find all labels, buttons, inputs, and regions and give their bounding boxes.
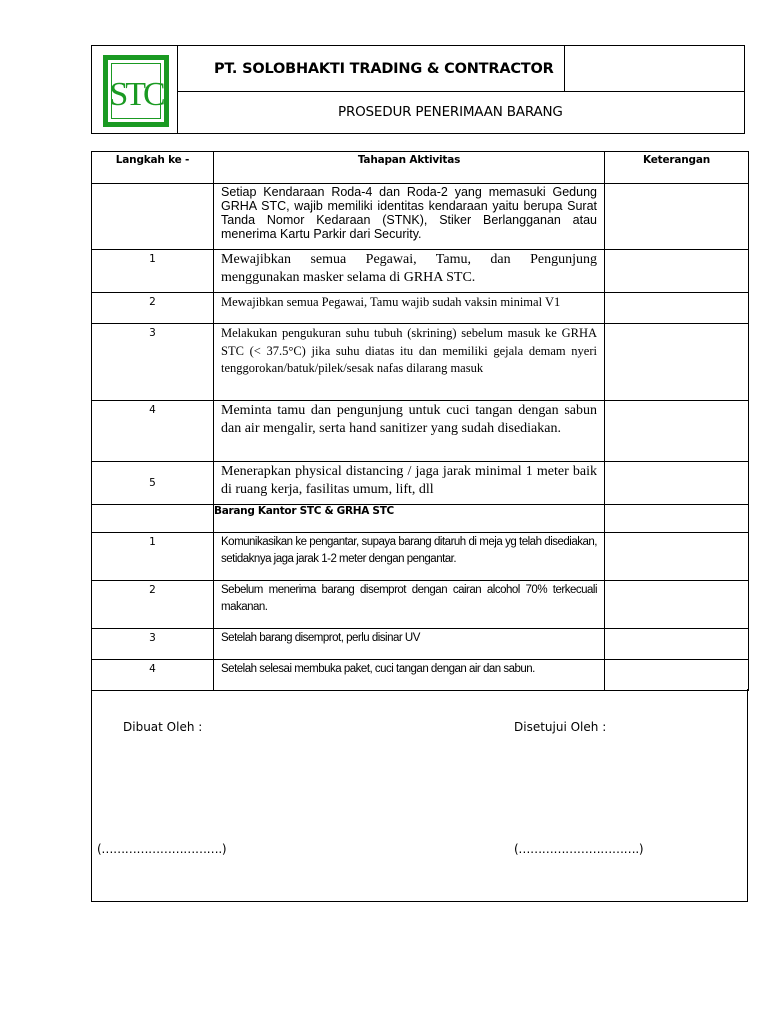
note-cell: [605, 581, 749, 629]
step-number: 4: [92, 401, 214, 462]
table-row: [92, 184, 749, 250]
note-cell: [605, 250, 749, 293]
note-cell: [605, 184, 749, 250]
step-number: 3: [92, 629, 214, 660]
column-header-activity: Tahapan Aktivitas: [214, 152, 605, 184]
column-header-notes: Keterangan: [605, 152, 749, 184]
note-cell: [605, 401, 749, 462]
approved-by-signature-line: (………………………….): [514, 842, 644, 856]
logo-cell: [92, 46, 178, 133]
logo-text: STC: [109, 76, 163, 113]
activity-text: Meminta tamu dan pengunjung untuk cuci tangan dengan sabun dan air mengalir, serta hand sanitizer yang sudah disediakan.: [214, 401, 605, 462]
company-logo: [103, 55, 169, 127]
step-number: [92, 184, 214, 250]
document-title: PROSEDUR PENERIMAAN BARANG: [338, 104, 563, 120]
table-row: [92, 250, 749, 293]
document-header: [91, 45, 745, 134]
activity-text: Melakukan pengukuran suhu tubuh (skrining) sebelum masuk ke GRHA STC (< 37.5°C) jika suhu diatas itu dan memiliki gejala demam nyeri tenggorokan/batuk/pilek/sesak nafas dilarang masuk: [214, 324, 605, 401]
table-header-row: [92, 152, 749, 184]
company-name: PT. SOLOBHAKTI TRADING & CONTRACTOR: [178, 46, 565, 92]
column-header-step: Langkah ke -: [92, 152, 214, 184]
step-number: 5: [92, 462, 214, 505]
step-number: 2: [92, 581, 214, 629]
step-number: 2: [92, 293, 214, 324]
table-row: [92, 660, 749, 691]
activity-text: Sebelum menerima barang disemprot dengan cairan alcohol 70% terkecuali makanan.: [214, 581, 605, 629]
stc-logo-icon: [103, 55, 169, 127]
activity-text: Komunikasikan ke pengantar, supaya barang ditaruh di meja yg telah disediakan, setidaknya jaga jarak 1-2 meter dengan pengantar.: [214, 533, 605, 581]
note-cell: [605, 533, 749, 581]
step-number: 3: [92, 324, 214, 401]
step-number: 4: [92, 660, 214, 691]
made-by-signature-line: (………………………….): [97, 842, 227, 856]
note-cell: [605, 462, 749, 505]
procedure-table: [91, 151, 749, 691]
table-row: [92, 533, 749, 581]
empty-cell: [605, 505, 749, 533]
header-blank-cell: [565, 46, 744, 92]
empty-cell: [92, 505, 214, 533]
table-row: [92, 324, 749, 401]
table-row: [92, 462, 749, 505]
activity-text: Setelah barang disemprot, perlu disinar UV: [214, 629, 605, 660]
table-row: [92, 293, 749, 324]
table-row: [92, 581, 749, 629]
step-number: 1: [92, 533, 214, 581]
section-title: Barang Kantor STC & GRHA STC: [214, 505, 605, 533]
activity-text: Setelah selesai membuka paket, cuci tangan dengan air dan sabun.: [214, 660, 605, 691]
table-row: [92, 401, 749, 462]
table-row: [92, 629, 749, 660]
activity-text: Mewajibkan semua Pegawai, Tamu, dan Pengunjung menggunakan masker selama di GRHA STC.: [214, 250, 605, 293]
step-number: 1: [92, 250, 214, 293]
note-cell: [605, 324, 749, 401]
approved-by-label: Disetujui Oleh :: [514, 720, 607, 734]
section-header-row: [92, 505, 749, 533]
activity-text: Menerapkan physical distancing / jaga jarak minimal 1 meter baik di ruang kerja, fasilitas umum, lift, dll: [214, 462, 605, 505]
made-by-label: Dibuat Oleh :: [123, 720, 203, 734]
signature-section: [91, 689, 748, 902]
note-cell: [605, 629, 749, 660]
activity-text: Mewajibkan semua Pegawai, Tamu wajib sudah vaksin minimal V1: [214, 293, 605, 324]
note-cell: [605, 660, 749, 691]
activity-text: Setiap Kendaraan Roda-4 dan Roda-2 yang memasuki Gedung GRHA STC, wajib memiliki identitas kendaraan yaitu berupa Surat Tanda Nomor Kedaraan (STNK), Stiker Berlangganan atau menerima Kartu Parkir dari Security.: [214, 184, 605, 250]
note-cell: [605, 293, 749, 324]
